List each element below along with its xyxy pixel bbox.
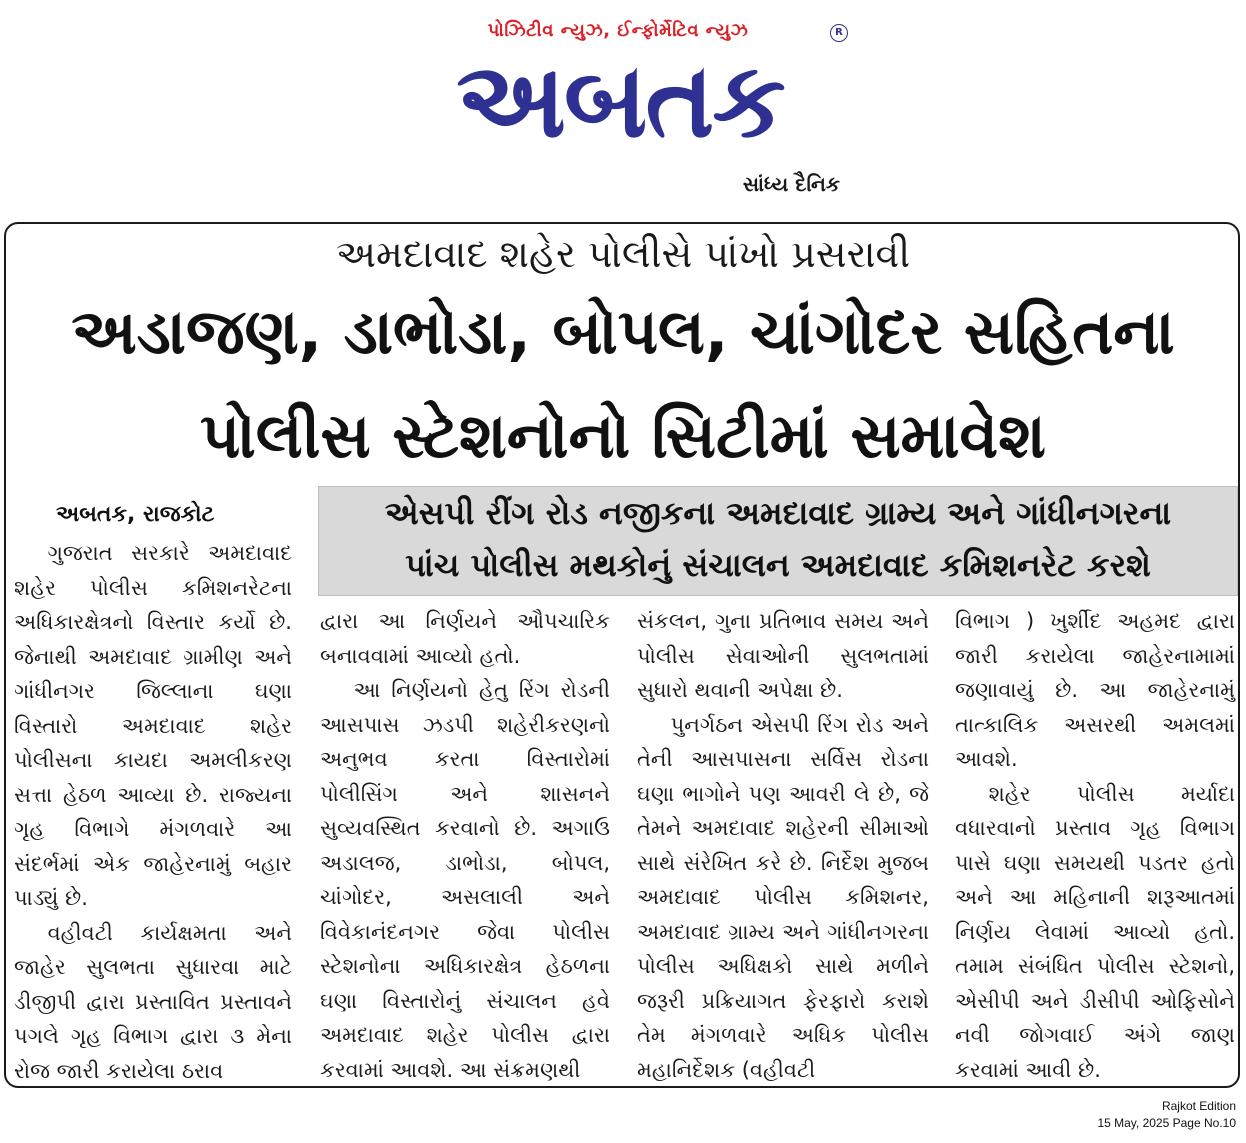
article-kicker: અમદાવાદ શહેર પોલીસે પાંખો પ્રસરાવી <box>335 232 911 276</box>
paragraph: પુનર્ગઠન એસપી રિંગ રોડ અને તેની આસપાસના સર્વિસ રોડના ઘણા ભાગોને પણ આવરી લે છે, જે તેમને અમદાવાદ શહેરની સીમાઓ સાથે સંરેખિત કરે છે. નિર્દેશ મુજબ અમદાવાદ પોલીસ કમિશનર, અમદાવાદ ગ્રામ્ય અને ગાંધીનગરના પોલીસ અધિક્ષકો સાથે મળીને જરૂરી પ્રક્રિયાગત ફેરફારો કરાશે તેમ મંગળવારે અધિક પોલીસ મહાનિર્દેશક (વહીવટી <box>637 712 929 1082</box>
masthead-subtitle: સાંધ્ય દૈનિક <box>742 172 840 196</box>
masthead <box>0 0 1246 215</box>
deck-line-2: પાંચ પોલીસ મથકોનું સંચાલન અમદાવાદ કમિશનરેટ કરશે <box>405 546 1151 584</box>
paragraph: વિભાગ ) ખુર્શીદ અહમદ દ્વારા જારી કરાયેલા જાહેરનામામાં જણાવાયું છે. આ જાહેરનામું તાત્કાલિક અસરથી અમલમાં આવશે. <box>955 609 1235 771</box>
registered-mark-icon: R <box>830 24 848 42</box>
deck-line-1: એસપી રીંગ રોડ નજીકના અમદાવાદ ગ્રામ્ય અને ગાંધીનગરના <box>384 494 1172 532</box>
paragraph: આ નિર્ણયનો હેતુ રિંગ રોડની આસપાસ ઝડપી શહેરીકરણનો અનુભવ કરતા વિસ્તારોમાં પોલીસિંગ અને શાસનને સુવ્યવસ્થિત કરવાનો છે. અગાઉ અડાલજ, ડાભોડા, બોપલ, ચાંગોદર, અસલાલી અને વિવેકાનંદનગર જેવા પોલીસ સ્ટેશનોના અધિકારક્ષેત્ર હેઠળના ઘણા વિસ્તારોનું સંચાલન હવે અમદાવાદ શહેર પોલીસ દ્વારા કરવામાં આવશે. આ સંક્રમણથી <box>320 678 610 1082</box>
edition-name: Rajkot Edition <box>1161 1099 1236 1113</box>
headline-line-1: અડાજણ, ડાભોડા, બોપલ, ચાંગોદર સહિતના <box>71 295 1175 368</box>
paragraph: ગુજરાત સરકારે અમદાવાદ શહેર પોલીસ કમિશનરેટના અધિકારક્ષેત્રનો વિસ્તાર કર્યો છે. જેનાથી અમદાવાદ ગ્રામીણ અને ગાંધીનગર જિલ્લાના ઘણા વિસ્તારો અમદાવાદ શહેર પોલીસના કાયદા અમલીકરણ સત્તા હેઠળ આવ્યા છે. રાજ્યના ગૃહ વિભાગે મંગળવારે આ સંદર્ભમાં એક જાહેરનામું બહાર પાડ્યું છે. <box>14 541 292 910</box>
masthead-tagline: પોઝિટીવ ન્યુઝ, ઈન્ફોર્મેટિવ ન્યુઝ <box>487 20 749 41</box>
edition-date-page: 15 May, 2025 Page No.10 <box>1097 1116 1236 1130</box>
dateline: અબતક, રાજકોટ <box>56 502 215 527</box>
article-column-2 <box>320 604 610 1087</box>
headline-line-2: પોલીસ સ્ટેશનોનો સિટીમાં સમાવેશ <box>200 399 1046 472</box>
paragraph: શહેર પોલીસ મર્યાદા વધારવાનો પ્રસ્તાવ ગૃહ વિભાગ પાસે ઘણા સમયથી પડતર હતો અને આ મહિનાની શરૂઆતમાં નિર્ણય લેવામાં આવ્યો હતો. તમામ સંબંધિત પોલીસ સ્ટેશનો, એસીપી અને ડીસીપી ઓફિસોને નવી જોગવાઈ અંગે જાણ કરવામાં આવી છે. <box>955 781 1235 1082</box>
sub-headline-box <box>318 486 1238 596</box>
paragraph: વહીવટી કાર્યક્ષમતા અને જાહેર સુલભતા સુધારવા માટે ડીજીપી દ્વારા પ્રસ્તાવિત પ્રસ્તાવને પગલે ગૃહ વિભાગ દ્વારા ૩ મેના રોજ જારી કરાયેલા ઠરાવ <box>14 920 292 1083</box>
edition-info <box>1097 1098 1236 1132</box>
paragraph: સંકલન, ગુના પ્રતિભાવ સમય અને પોલીસ સેવાઓની સુલભતામાં સુધારો થવાની અપેક્ષા છે. <box>637 609 929 702</box>
newspaper-logo: અબતક <box>456 39 784 161</box>
article-column-3 <box>637 604 929 1087</box>
paragraph: દ્વારા આ નિર્ણયને ઔપચારિક બનાવવામાં આવ્યો હતો. <box>320 609 610 668</box>
article-column-4 <box>955 604 1235 1087</box>
article-column-1 <box>14 536 292 1088</box>
